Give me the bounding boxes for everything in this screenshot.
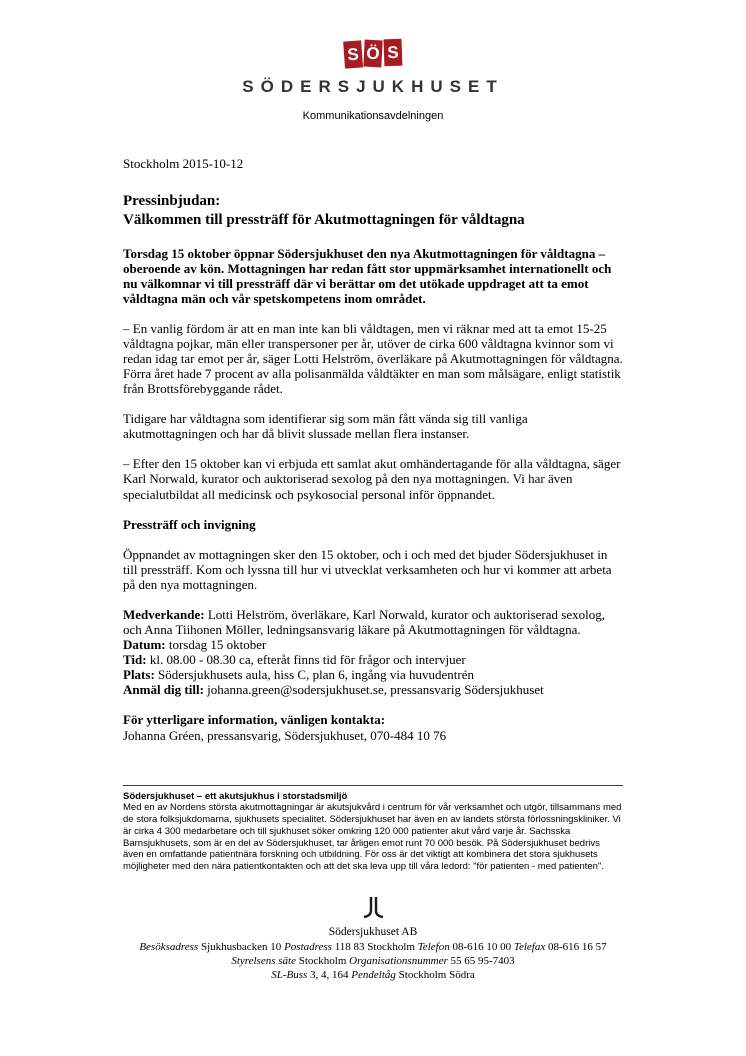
footer-label: SL-Buss xyxy=(271,969,308,982)
footer-value: 55 65 95-7403 xyxy=(450,955,515,968)
detail-row-anmal xyxy=(123,682,623,697)
footer-value: Sjukhusbacken 10 xyxy=(200,940,282,953)
footer-transit-line xyxy=(123,968,623,982)
detail-label: Medverkande: xyxy=(123,606,205,622)
footer-company: Södersjukhuset AB xyxy=(328,925,418,938)
lead-paragraph: Torsdag 15 oktober öppnar Södersjukhuset den nya Akutmottagningen för våldtagna – oberoende av kön. Mottagningen har redan fått stor uppmärksamhet internationellt och nu välkomnar vi till pressträff där vi berättar om det utökade uppdraget att ta emot våldtagna män och vår spetskompetens inom området. xyxy=(123,245,612,306)
department-subtitle: Kommunikationsavdelningen xyxy=(302,109,444,122)
section-heading-presstraff: Pressträff och invigning xyxy=(123,516,256,532)
footer-value: 3, 4, 164 xyxy=(310,969,349,982)
page-title xyxy=(123,192,623,231)
quote-paragraph-norwald: – Efter den 15 oktober kan vi erbjuda ett samlat akut omhändertagande för alla våldtagna, säger Karl Norwald, kurator och auktoriserad sexolog på den nya mottagningen. Vi har även specialutbildat all medicinsk och psykosocial personal inför öppnandet. xyxy=(123,456,621,502)
footer-value: Stockholm xyxy=(298,955,347,968)
detail-label: Anmäl dig till: xyxy=(123,682,204,698)
detail-row-medverkande xyxy=(123,607,623,637)
sos-logo-block: Ö xyxy=(363,40,382,68)
detail-value: johanna.green@sodersjukhuset.se, pressansvarig Södersjukhuset xyxy=(207,682,544,698)
divider-line xyxy=(123,785,623,786)
page-footer xyxy=(123,895,623,983)
dateline: Stockholm 2015-10-12 xyxy=(123,156,244,172)
detail-label: Plats: xyxy=(123,667,155,683)
boilerplate-section xyxy=(123,791,623,873)
org-wordmark: SÖDERSJUKHUSET xyxy=(242,77,504,96)
detail-row-datum xyxy=(123,637,623,652)
boilerplate-text: Med en av Nordens största akutmottagningar är akutsjukvård i centrum för vår verksamhet och utgör, tillsammans med de stora folksjukdomarna, sjukhusets specialitet. Södersjukhuset har även en av landets största förlossningskliniker. Vi är cirka 4 300 medarbetare och till sjukhuset söker omkring 120 000 patienter akut vård varje år. Sachsska Barnsjukhusets, som är en del av Södersjukhuset, tar årligen emot runt 70 000 besök. På Södersjukhuset bedrivs även en omfattande patientnära forskning och utbildning. För oss är det viktigt att kombinera det stora sjukhusets möjligheter med den nära patientkontakten och att det ska leva upp till våra ledord: "för patienten - med patienten". xyxy=(123,802,622,873)
footer-label: Telefax xyxy=(513,940,546,953)
event-details xyxy=(123,607,623,697)
footer-registration-line xyxy=(123,954,623,968)
detail-value: kl. 08.00 - 08.30 ca, efteråt finns tid för frågor och intervjuer xyxy=(149,652,466,668)
detail-row-tid xyxy=(123,652,623,667)
contact-heading: För ytterligare information, vänligen kontakta: xyxy=(123,712,386,728)
body-paragraph-opening: Öppnandet av mottagningen sker den 15 oktober, och i och med det bjuder Södersjukhuset in till pressträff. Kom och lyssna till hur vi utvecklat verksamheten och hur vi kommer att arbeta på den nya mottagningen. xyxy=(123,546,612,592)
footer-label: Telefon xyxy=(417,940,450,953)
footer-label: Postadress xyxy=(284,940,332,953)
sos-logo-block: S xyxy=(343,40,363,68)
footer-address-line xyxy=(123,940,623,954)
footer-logo-icon xyxy=(123,895,623,921)
press-title-line1: Pressinbjudan: xyxy=(123,192,221,209)
boilerplate-heading: Södersjukhuset – ett akutsjukhus i storstadsmiljö xyxy=(123,790,348,802)
detail-value: Södersjukhusets aula, hiss C, plan 6, ingång via huvudentrén xyxy=(158,667,474,683)
footer-label: Pendeltåg xyxy=(351,969,396,982)
sos-logo-block: S xyxy=(383,39,402,67)
detail-label: Tid: xyxy=(123,652,147,668)
footer-label: Besöksadress xyxy=(139,940,199,953)
press-title-line2: Välkommen till pressträff för Akutmottagningen för våldtagna xyxy=(123,212,525,229)
sos-logo xyxy=(123,40,623,67)
quote-paragraph-helstrom: – En vanlig fördom är att en man inte kan bli våldtagen, men vi räknar med att ta emot 15-25 våldtagna pojkar, män eller transpersoner per år, utöver de cirka 600 våldtagna kvinnor som vi redan idag tar emot per år, säger Lotti Helström, överläkare på Akutmottagningen för våldtagna. Förra året hade 7 procent av alla polisanmälda våldtäkter en man som målsägare, enligt statistik från Brottsförebyggande rådet. xyxy=(123,320,623,397)
detail-value: torsdag 15 oktober xyxy=(168,637,267,653)
body-paragraph-instanser: Tidigare har våldtagna som identifierar sig som män fått vända sig till vanliga akutmottagningen och har då blivit slussade mellan flera instanser. xyxy=(123,411,528,442)
footer-value: 118 83 Stockholm xyxy=(334,940,415,953)
contact-line: Johanna Gréen, pressansvarig, Södersjukhuset, 070-484 10 76 xyxy=(123,727,447,743)
footer-value: Stockholm Södra xyxy=(398,969,475,982)
footer-value: 08-616 16 57 xyxy=(548,940,607,953)
detail-row-plats xyxy=(123,667,623,682)
detail-value: Lotti Helström, överläkare, Karl Norwald, kurator och auktoriserad sexolog, och Anna Tiihonen Möller, ledningsansvarig läkare på Akutmottagningen för våldtagna. xyxy=(123,606,605,638)
footer-label: Styrelsens säte xyxy=(231,955,296,968)
detail-label: Datum: xyxy=(123,637,166,653)
footer-value: 08-616 10 00 xyxy=(452,940,512,953)
footer-label: Organisationsnummer xyxy=(349,955,448,968)
